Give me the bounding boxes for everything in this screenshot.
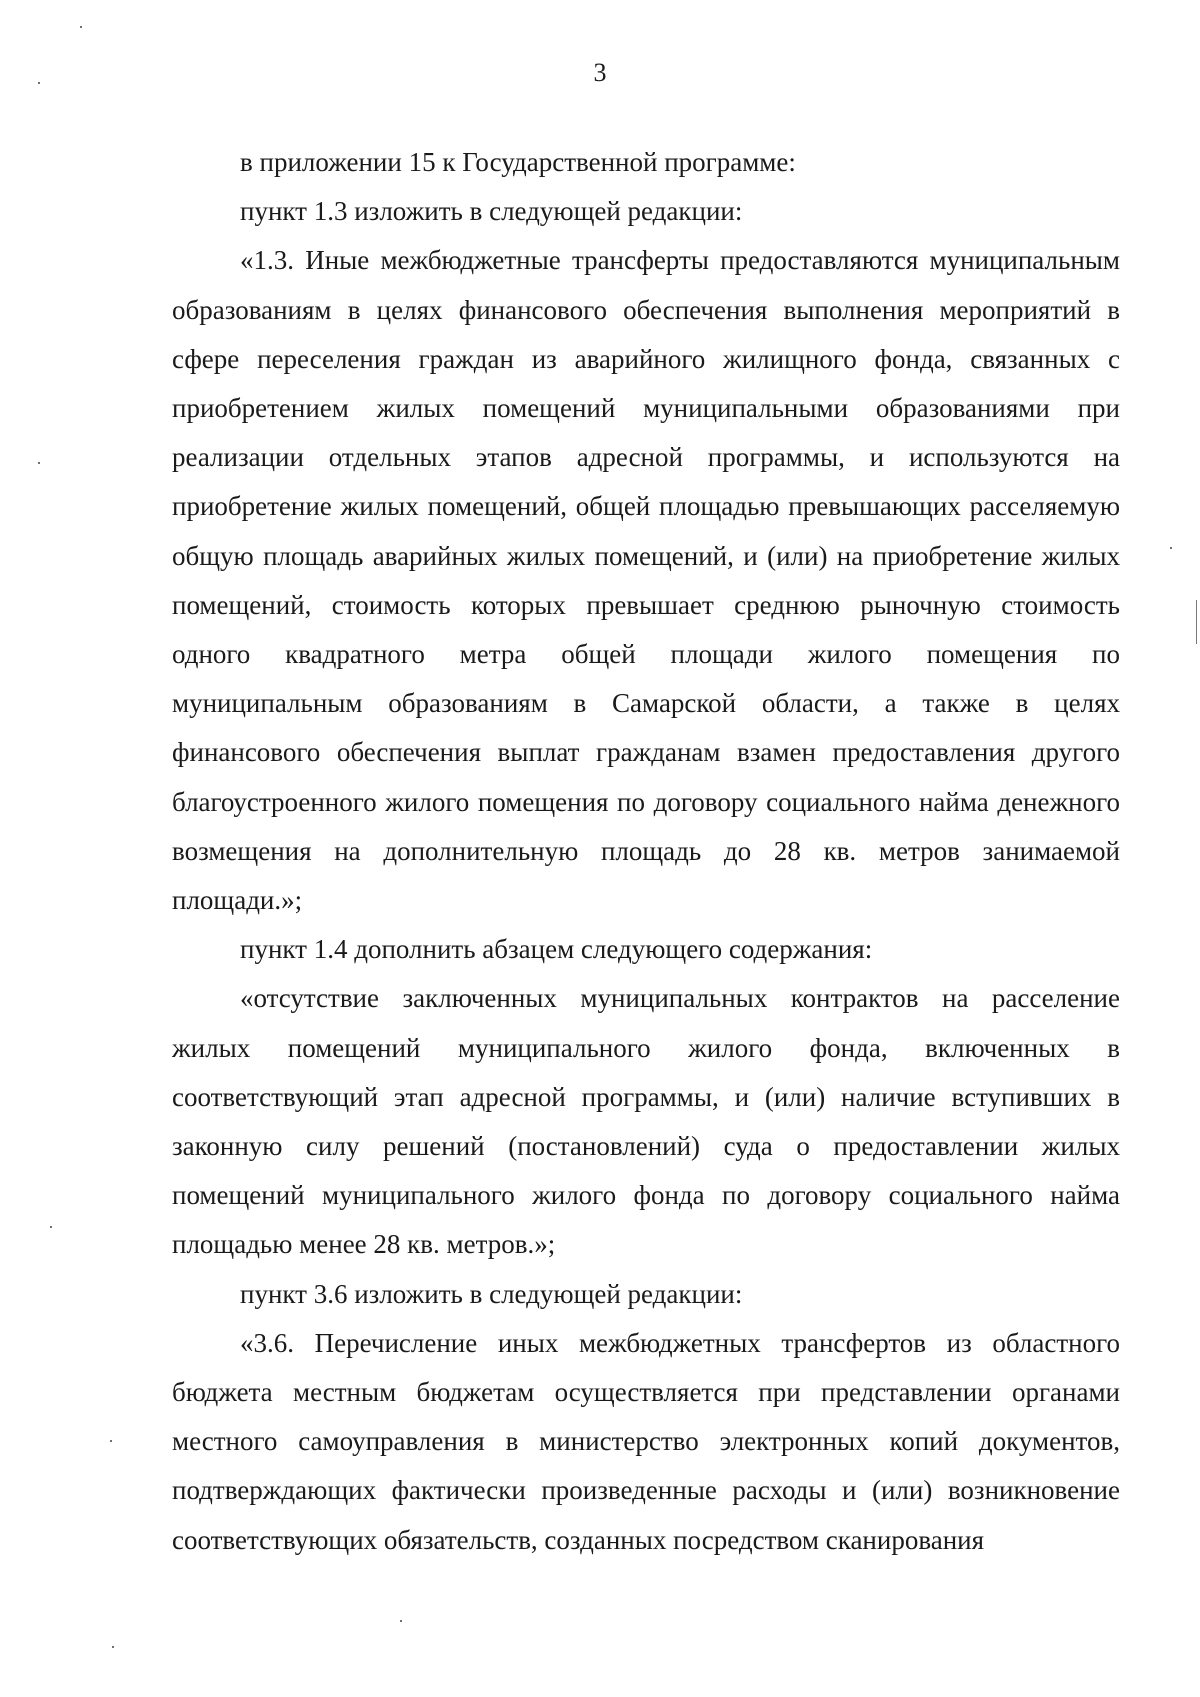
scan-speck <box>38 82 40 84</box>
paragraph-item-1-3-text: «1.3. Иные межбюджетные трансферты предоставляются муниципальным образованиям в целях финансового обеспечения выполнения мероприятий в сфере переселения граждан из аварийного жилищного фонда, связанных с приобретением жилых помещений муниципальными образованиями при реализации отдельных этапов адресной программы, и используются на приобретение жилых помещений, общей площадью превышающих расселяемую общую площадь аварийных жилых помещений, и (или) на приобретение жилых помещений, стоимость которых превышает среднюю рыночную стоимость одного квадратного метра общей площади жилого помещения по муниципальным образованиям в Самарской области, а также в целях финансового обеспечения выплат гражданам взамен предоставления другого благоустроенного жилого помещения по договору социального найма денежного возмещения на дополнительную площадь до 28 кв. метров занимаемой площади.»; <box>172 245 1120 916</box>
paragraph-item-1-4-intro: пункт 1.4 дополнить абзацем следующего содержания: <box>240 934 873 965</box>
scan-speck <box>80 26 82 28</box>
scan-speck <box>38 462 40 464</box>
page-number: 3 <box>593 58 607 87</box>
scan-speck <box>400 1620 402 1622</box>
paragraph-item-3-6-text: «3.6. Перечисление иных межбюджетных трансфертов из областного бюджета местным бюджетам осуществляется при представлении органами местного самоуправления в министерство электронных копий документов, подтверждающих фактически произведенные расходы и (или) возникновение соответствующих обязательств, созданных посредством сканирования <box>172 1327 1120 1555</box>
document-body <box>172 138 1120 1565</box>
scan-edge-mark <box>1196 600 1197 644</box>
paragraph-item-3-6-intro: пункт 3.6 изложить в следующей редакции: <box>240 1278 743 1309</box>
scan-speck <box>1170 547 1172 549</box>
scan-speck <box>50 1226 52 1228</box>
paragraph-item-1-3-intro: пункт 1.3 изложить в следующей редакции: <box>240 196 743 227</box>
paragraph-item-1-4-text: «отсутствие заключенных муниципальных контрактов на расселение жилых помещений муниципального жилого фонда, включенных в соответствующий этап адресной программы, и (или) наличие вступивших в законную силу решений (постановлений) суда о предоставлении жилых помещений муниципального жилого фонда по договору социального найма площадью менее 28 кв. метров.»; <box>172 983 1120 1260</box>
scan-speck <box>112 1646 114 1648</box>
paragraph-appendix-15: в приложении 15 к Государственной программе: <box>240 147 796 177</box>
scan-speck <box>110 1440 112 1442</box>
